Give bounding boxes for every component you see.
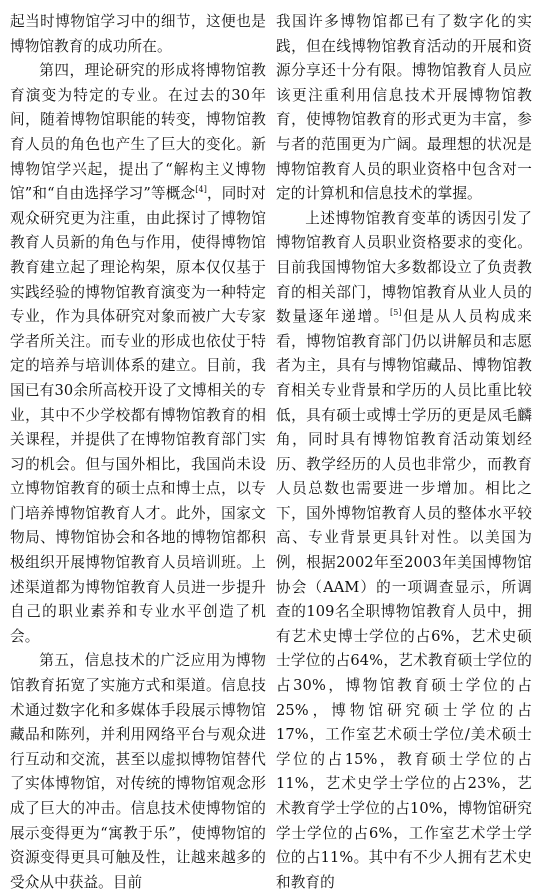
paragraph xyxy=(10,649,266,895)
right-text-column xyxy=(276,10,532,895)
paragraph-text: ，同时对观众研究更为注重，由此探讨了博物馆教育人员新的角色与作用，使得博物馆教育建立起了理论构架，原本仅仅基于实践经验的博物馆教育演变为一种特定专业，作为具体研究对象而被广大专家学者所关注。而专业的形成也依仗于特定的培养与培训体系的建立。目前，我国已有30余所高校开设了文博相关的专业，其中不少学校都有博物馆教育的相关课程，并提供了在博物馆教育部门实习的机会。但与国外相比，我国尚未设立博物馆教育的硕士点和博士点，以专门培养博物馆教育人才。此外，国家文物局、博物馆协会和各地的博物馆都积极组织开展博物馆教育人员培训班。上述渠道都为博物馆教育人员进一步提升自己的职业素养和专业水平创造了机会。 xyxy=(10,185,266,645)
paragraph xyxy=(276,10,532,207)
paragraph xyxy=(10,10,266,59)
paragraph-text: 但是从人员构成来看，博物馆教育部门仍以讲解员和志愿者为主，具有与博物馆藏品、博物馆教育相关专业背景和学历的人员比重比较低，具有硕士或博士学历的更是凤毛麟角，同时具有博物馆教育活动策划经历、教学经历的人员也非常少，而教育人员总数也需要进一步增加。相比之下，国外博物馆教育人员的整体水平较高、专业背景更具针对性。以美国为例，根据2002年至2003年美国博物馆协会（AAM）的一项调查显示，所调查的109名全职博物馆教育人员中，拥有艺术史博士学位的占6%，艺术史硕士学位的占64%，艺术教育硕士学位的占30%，博物馆教育硕士学位的占25%，博物馆研究硕士学位的占17%，工作室艺术硕士学位/美术硕士学位的占15%，教育硕士学位的占11%，艺术史学士学位的占23%，艺术教育学士学位的占10%，博物馆研究学士学位的占6%，工作室艺术学士学位的占11%。其中有不少人拥有艺术史和教育的 xyxy=(276,308,532,891)
left-text-column xyxy=(10,10,266,895)
paragraph xyxy=(10,59,266,649)
paragraph-text: 第五，信息技术的广泛应用为博物馆教育拓宽了实施方式和渠道。信息技术通过数字化和多媒体手段展示博物馆藏品和陈列，并利用网络平台与观众进行互动和交流，甚至以虚拟博物馆替代了实体博物馆，对传统的博物馆观念形成了巨大的冲击。信息技术使博物馆的展示变得更为“寓教于乐”，使博物馆的资源变得更具可触及性，让越来越多的受众从中获益。目前 xyxy=(10,652,266,891)
citation-marker: [4] xyxy=(195,185,207,195)
paragraph-text: 我国许多博物馆都已有了数字化的实践，但在线博物馆教育活动的开展和资源分享还十分有限。博物馆教育人员应该更注重利用信息技术开展博物馆教育，使博物馆教育的形式更为丰富，参与者的范围更为广阔。最理想的状况是博物馆教育人员的职业资格中包含对一定的计算机和信息技术的掌握。 xyxy=(276,13,532,203)
paragraph xyxy=(276,207,532,895)
paragraph-text: 第四，理论研究的形成将博物馆教育演变为特定的专业。在过去的30年间，随着博物馆职能的转变，博物馆教育人员的角色也产生了巨大的变化。新博物馆学兴起，提出了“解构主义博物馆”和“自由选择学习”等概念 xyxy=(10,62,266,203)
citation-marker: [5] xyxy=(390,308,402,318)
paragraph-text: 起当时博物馆学习中的细节，这便也是博物馆教育的成功所在。 xyxy=(10,13,266,55)
paragraph-text: 上述博物馆教育变革的诱因引发了博物馆教育人员职业资格要求的变化。目前我国博物馆大多数都设立了负责教育的相关部门，博物馆教育从业人员的数量逐年递增。 xyxy=(276,209,532,326)
